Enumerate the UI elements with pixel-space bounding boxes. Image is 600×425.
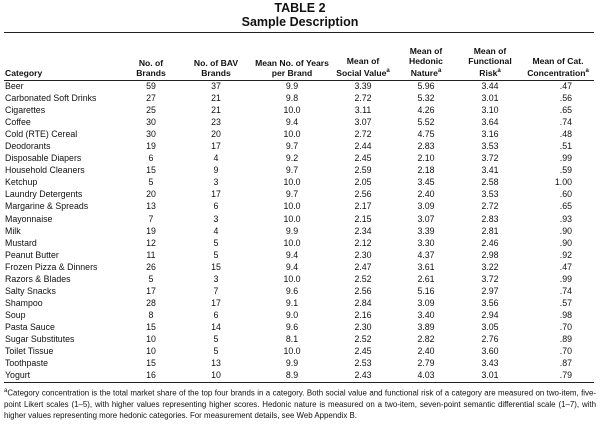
cell-brands: 5 <box>148 273 154 284</box>
table-row <box>4 128 594 140</box>
cell-years: 8.1 <box>285 333 299 344</box>
cell-functional-risk: 2.81 <box>481 225 499 236</box>
cell-brands: 7 <box>148 213 154 224</box>
cell-brands: 25 <box>146 105 156 116</box>
cell-brands: 30 <box>146 129 156 140</box>
cell-hedonic-nature: 5.32 <box>417 93 435 104</box>
cell-years: 9.9 <box>285 358 299 369</box>
cell-years: 9.7 <box>285 141 299 152</box>
cell-social-value: 2.16 <box>354 309 372 320</box>
cell-years: 9.6 <box>285 321 299 332</box>
cell-concentration: .48 <box>559 129 572 140</box>
cell-brands: 6 <box>148 153 154 164</box>
cell-brands: 11 <box>146 249 156 260</box>
cell-bav-brands: 5 <box>213 237 219 248</box>
header-hedonic-nature: Mean of Hedonic Nature$^a$ <box>409 46 443 78</box>
cell-bav-brands: 37 <box>211 81 221 91</box>
footnote-text: Category concentration is the total market share of the top four brands in a category. Both social value and functional risk of a category are measured on two-item, five-point Likert scales (1–5), with higher values representing higher scores. Hedonic nature is measured on a two-item, seven-point semantic differential scale (1–7), with higher values representing more hedonic categories. For measurement details, see Web Appendix B. <box>4 388 596 420</box>
cell-concentration: .90 <box>559 225 572 236</box>
footnote-marker: a <box>4 388 8 394</box>
cell-bav-brands: 17 <box>211 141 221 152</box>
cell-bav-brands: 4 <box>213 225 219 236</box>
cell-social-value: 2.30 <box>354 249 372 260</box>
cell-bav-brands: 21 <box>211 105 221 116</box>
cell-social-value: 2.72 <box>354 129 372 140</box>
cell-social-value: 3.11 <box>354 105 372 116</box>
cell-category: Yogurt <box>5 370 31 381</box>
cell-years: 9.0 <box>285 309 299 320</box>
header-functional-risk: Mean of Functional Risk$^a$ <box>468 46 512 78</box>
cell-hedonic-nature: 3.09 <box>417 297 435 308</box>
table-row <box>4 369 594 381</box>
cell-years: 9.4 <box>285 261 299 272</box>
cell-hedonic-nature: 2.18 <box>417 165 435 176</box>
cell-category: Cold (RTE) Cereal <box>5 129 78 140</box>
cell-social-value: 3.07 <box>354 117 372 128</box>
cell-years: 10.0 <box>283 177 301 188</box>
table-row <box>4 140 594 152</box>
cell-concentration: .74 <box>559 117 572 128</box>
cell-hedonic-nature: 3.89 <box>417 321 435 332</box>
header-category: Category <box>5 68 43 78</box>
cell-functional-risk: 2.76 <box>481 333 499 344</box>
cell-bav-brands: 10 <box>211 370 221 381</box>
cell-brands: 19 <box>146 141 156 152</box>
cell-social-value: 2.17 <box>354 201 372 212</box>
cell-years: 9.6 <box>285 285 299 296</box>
cell-hedonic-nature: 3.39 <box>417 225 435 236</box>
cell-bav-brands: 21 <box>211 93 221 104</box>
cell-category: Coffee <box>5 117 31 128</box>
cell-functional-risk: 2.98 <box>481 249 499 260</box>
table-row <box>4 116 594 128</box>
cell-years: 10.0 <box>283 213 301 224</box>
cell-years: 10.0 <box>283 237 301 248</box>
cell-functional-risk: 3.05 <box>481 321 499 332</box>
table-row <box>4 285 594 297</box>
table-row <box>4 249 594 261</box>
cell-functional-risk: 3.43 <box>481 358 499 369</box>
cell-brands: 27 <box>146 93 156 104</box>
cell-category: Toilet Tissue <box>5 346 54 357</box>
cell-hedonic-nature: 3.07 <box>417 213 435 224</box>
cell-hedonic-nature: 4.03 <box>417 370 435 381</box>
cell-years: 10.0 <box>283 129 301 140</box>
table-row <box>4 297 594 309</box>
cell-functional-risk: 3.53 <box>481 141 499 152</box>
cell-bav-brands: 13 <box>211 358 221 369</box>
table-row <box>4 200 594 212</box>
cell-bav-brands: 4 <box>213 153 219 164</box>
cell-years: 10.0 <box>283 105 301 116</box>
cell-concentration: .57 <box>559 297 572 308</box>
cell-functional-risk: 3.10 <box>481 105 499 116</box>
cell-category: Shampoo <box>5 297 43 308</box>
cell-brands: 59 <box>146 81 156 91</box>
table-row <box>4 357 594 369</box>
cell-concentration: .56 <box>559 93 572 104</box>
cell-brands: 19 <box>146 225 156 236</box>
cell-concentration: .92 <box>559 249 572 260</box>
cell-social-value: 2.15 <box>354 213 372 224</box>
cell-social-value: 2.43 <box>354 370 372 381</box>
cell-social-value: 2.45 <box>354 153 372 164</box>
cell-category: Soup <box>5 309 26 320</box>
cell-functional-risk: 3.01 <box>481 93 499 104</box>
cell-bav-brands: 20 <box>211 129 221 140</box>
cell-brands: 16 <box>146 370 156 381</box>
cell-functional-risk: 3.01 <box>481 370 499 381</box>
cell-bav-brands: 6 <box>213 201 219 212</box>
cell-bav-brands: 15 <box>211 261 221 272</box>
table-row <box>4 345 594 357</box>
cell-hedonic-nature: 4.26 <box>417 105 435 116</box>
cell-category: Salty Snacks <box>5 285 56 296</box>
cell-concentration: .70 <box>559 346 572 357</box>
cell-functional-risk: 2.94 <box>481 309 499 320</box>
table-body <box>4 80 594 381</box>
cell-years: 9.1 <box>285 297 299 308</box>
cell-years: 9.7 <box>285 165 299 176</box>
cell-social-value: 2.56 <box>354 189 372 200</box>
table-title: Sample Description <box>241 15 359 29</box>
cell-category: Frozen Pizza & Dinners <box>5 261 98 272</box>
cell-social-value: 2.45 <box>354 346 372 357</box>
cell-concentration: .47 <box>559 261 572 272</box>
table-row <box>4 92 594 104</box>
cell-functional-risk: 3.72 <box>481 273 499 284</box>
cell-bav-brands: 3 <box>213 273 219 284</box>
cell-hedonic-nature: 3.09 <box>417 201 435 212</box>
cell-social-value: 2.47 <box>354 261 372 272</box>
table-row <box>4 333 594 345</box>
cell-hedonic-nature: 5.52 <box>417 117 435 128</box>
cell-functional-risk: 3.60 <box>481 346 499 357</box>
cell-hedonic-nature: 2.40 <box>417 189 435 200</box>
cell-concentration: .90 <box>559 237 572 248</box>
cell-concentration: .74 <box>559 285 572 296</box>
cell-brands: 12 <box>146 237 156 248</box>
cell-category: Beer <box>5 81 24 91</box>
cell-concentration: .65 <box>559 201 572 212</box>
cell-concentration: .89 <box>559 333 572 344</box>
cell-bav-brands: 3 <box>213 177 219 188</box>
header-concentration: Mean of Cat. Concentration$^a$ <box>527 56 589 78</box>
cell-hedonic-nature: 3.45 <box>417 177 435 188</box>
cell-category: Laundry Detergents <box>5 189 83 200</box>
cell-brands: 15 <box>146 358 156 369</box>
cell-brands: 17 <box>146 285 156 296</box>
header-bav-brands: No. of BAV Brands <box>193 58 239 78</box>
cell-category: Milk <box>5 225 21 236</box>
cell-social-value: 2.52 <box>354 273 372 284</box>
cell-years: 9.7 <box>285 189 299 200</box>
cell-brands: 10 <box>146 333 156 344</box>
cell-hedonic-nature: 3.40 <box>417 309 435 320</box>
cell-bav-brands: 17 <box>211 297 221 308</box>
table-row <box>4 237 594 249</box>
table-number: TABLE 2 <box>274 1 326 15</box>
cell-social-value: 2.05 <box>354 177 372 188</box>
cell-functional-risk: 3.44 <box>481 81 499 91</box>
header-social-value: Mean of Social Value$^a$ <box>336 56 390 78</box>
cell-functional-risk: 3.41 <box>481 165 499 176</box>
cell-category: Mustard <box>5 237 37 248</box>
cell-years: 8.9 <box>285 370 299 381</box>
footnote <box>4 386 596 421</box>
cell-concentration: .98 <box>559 309 572 320</box>
cell-social-value: 3.39 <box>354 81 372 91</box>
cell-functional-risk: 3.72 <box>481 153 499 164</box>
cell-brands: 30 <box>146 117 156 128</box>
cell-brands: 13 <box>146 201 156 212</box>
cell-concentration: .60 <box>559 189 572 200</box>
table-row <box>4 188 594 200</box>
cell-concentration: .79 <box>559 370 572 381</box>
cell-social-value: 2.44 <box>354 141 372 152</box>
cell-bav-brands: 9 <box>213 165 219 176</box>
cell-brands: 5 <box>148 177 154 188</box>
cell-hedonic-nature: 2.40 <box>417 346 435 357</box>
cell-category: Razors & Blades <box>5 273 71 284</box>
cell-concentration: .87 <box>559 358 572 369</box>
cell-category: Cigarettes <box>5 105 46 116</box>
header-years: Mean No. of Years per Brand <box>255 58 329 78</box>
cell-functional-risk: 2.97 <box>481 285 499 296</box>
cell-social-value: 2.12 <box>354 237 372 248</box>
cell-concentration: .65 <box>559 105 572 116</box>
cell-brands: 26 <box>146 261 156 272</box>
cell-concentration: .93 <box>559 213 572 224</box>
cell-social-value: 2.56 <box>354 285 372 296</box>
cell-category: Household Cleaners <box>5 165 85 176</box>
cell-hedonic-nature: 3.30 <box>417 237 435 248</box>
cell-category: Peanut Butter <box>5 249 59 260</box>
cell-years: 10.0 <box>283 201 301 212</box>
cell-functional-risk: 2.58 <box>481 177 499 188</box>
cell-concentration: 1.00 <box>554 177 572 188</box>
cell-category: Carbonated Soft Drinks <box>5 93 97 104</box>
cell-hedonic-nature: 2.61 <box>417 273 435 284</box>
cell-functional-risk: 2.83 <box>481 213 499 224</box>
cell-social-value: 2.84 <box>354 297 372 308</box>
table-row <box>4 176 594 188</box>
cell-bav-brands: 6 <box>213 309 219 320</box>
cell-functional-risk: 3.64 <box>481 117 499 128</box>
cell-bav-brands: 5 <box>213 249 219 260</box>
cell-concentration: .51 <box>559 141 572 152</box>
cell-functional-risk: 3.56 <box>481 297 499 308</box>
cell-years: 9.9 <box>285 81 299 91</box>
cell-years: 9.2 <box>285 153 299 164</box>
cell-hedonic-nature: 3.61 <box>417 261 435 272</box>
cell-category: Deodorants <box>5 141 51 152</box>
cell-bav-brands: 5 <box>213 346 219 357</box>
table-row <box>4 80 594 92</box>
table-row <box>4 309 594 321</box>
cell-social-value: 2.34 <box>354 225 372 236</box>
table-row <box>4 104 594 116</box>
table-row <box>4 273 594 285</box>
cell-years: 10.0 <box>283 273 301 284</box>
cell-bav-brands: 5 <box>213 333 219 344</box>
cell-category: Disposable Diapers <box>5 153 82 164</box>
cell-brands: 15 <box>146 165 156 176</box>
cell-functional-risk: 3.16 <box>481 129 499 140</box>
cell-concentration: .99 <box>559 273 572 284</box>
cell-functional-risk: 2.72 <box>481 201 499 212</box>
cell-bav-brands: 3 <box>213 213 219 224</box>
table-row <box>4 321 594 333</box>
cell-concentration: .47 <box>559 81 572 91</box>
cell-years: 9.9 <box>285 225 299 236</box>
cell-concentration: .70 <box>559 321 572 332</box>
cell-social-value: 2.30 <box>354 321 372 332</box>
table-row <box>4 213 594 225</box>
cell-category: Mayonnaise <box>5 213 53 224</box>
cell-brands: 15 <box>146 321 156 332</box>
cell-hedonic-nature: 2.82 <box>417 333 435 344</box>
table-row <box>4 261 594 273</box>
cell-bav-brands: 23 <box>211 117 221 128</box>
cell-brands: 20 <box>146 189 156 200</box>
cell-brands: 8 <box>148 309 154 320</box>
header-row <box>4 33 594 80</box>
cell-hedonic-nature: 2.10 <box>417 153 435 164</box>
cell-category: Toothpaste <box>5 358 49 369</box>
cell-hedonic-nature: 2.79 <box>417 358 435 369</box>
cell-bav-brands: 17 <box>211 189 221 200</box>
header-brands: No. of Brands <box>136 58 166 78</box>
cell-hedonic-nature: 5.96 <box>417 81 435 91</box>
cell-category: Pasta Sauce <box>5 321 55 332</box>
cell-years: 9.4 <box>285 249 299 260</box>
cell-brands: 10 <box>146 346 156 357</box>
cell-hedonic-nature: 2.83 <box>417 141 435 152</box>
cell-functional-risk: 3.53 <box>481 189 499 200</box>
cell-bav-brands: 14 <box>211 321 221 332</box>
table-row <box>4 225 594 237</box>
cell-functional-risk: 2.46 <box>481 237 499 248</box>
cell-social-value: 2.53 <box>354 358 372 369</box>
cell-years: 9.8 <box>285 93 299 104</box>
cell-years: 9.4 <box>285 117 299 128</box>
cell-category: Margarine & Spreads <box>5 201 89 212</box>
cell-category: Sugar Substitutes <box>5 333 75 344</box>
cell-concentration: .99 <box>559 153 572 164</box>
cell-bav-brands: 7 <box>213 285 219 296</box>
table-row <box>4 152 594 164</box>
cell-concentration: .59 <box>559 165 572 176</box>
cell-hedonic-nature: 4.37 <box>417 249 435 260</box>
cell-category: Ketchup <box>5 177 38 188</box>
cell-social-value: 2.52 <box>354 333 372 344</box>
cell-social-value: 2.59 <box>354 165 372 176</box>
table-row <box>4 164 594 176</box>
cell-social-value: 2.72 <box>354 93 372 104</box>
cell-years: 10.0 <box>283 346 301 357</box>
cell-brands: 28 <box>146 297 156 308</box>
cell-functional-risk: 3.22 <box>481 261 499 272</box>
cell-hedonic-nature: 5.16 <box>417 285 435 296</box>
bottom-rule <box>4 382 594 383</box>
cell-hedonic-nature: 4.75 <box>417 129 435 140</box>
sample-description-table <box>4 33 594 381</box>
